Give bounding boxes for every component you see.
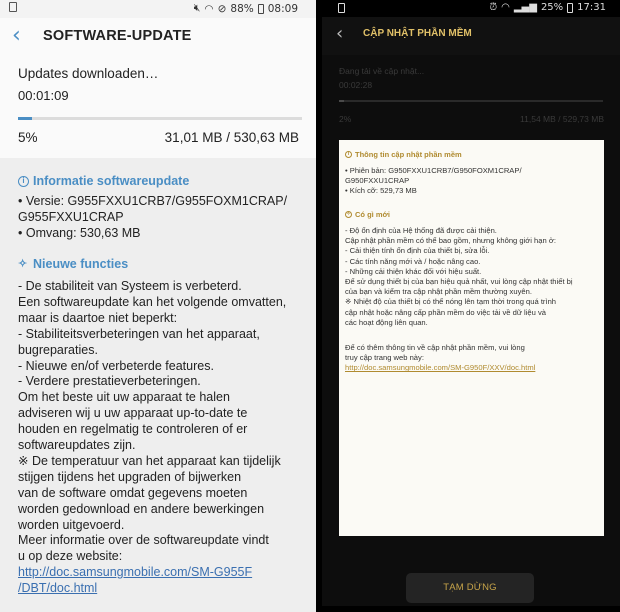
page-title: CẬP NHẬT PHẦN MỀM: [363, 28, 472, 39]
info-heading-label: Thông tin cập nhật phần mềm: [355, 150, 462, 159]
feature-line: worden uitgevoerd.: [18, 517, 125, 532]
download-status: Updates downloaden…: [18, 66, 159, 81]
info-heading-label: Informatie softwareupdate: [33, 174, 190, 188]
update-details-panel: [339, 140, 604, 536]
new-features-icon: ✧: [18, 257, 28, 270]
feature-line: maar is daartoe niet beperkt:: [18, 310, 178, 325]
feature-line: - Độ ổn định của Hệ thống đã được cải thiện.: [345, 226, 497, 235]
more-info-line: Để có thêm thông tin về cập nhật phần mềm, vui lòng: [345, 343, 525, 352]
doc-link[interactable]: http://doc.samsungmobile.com/SM-G955F: [18, 564, 253, 579]
app-bar: [0, 18, 316, 58]
feature-line: stijgen tijdens het upgraden of bijwerken: [18, 469, 242, 484]
feature-line: bugreparaties.: [18, 342, 98, 357]
bottom-edge: [322, 606, 620, 612]
info-line: • Kích cỡ: 529,73 MB: [345, 186, 417, 196]
feature-line: - De stabiliteit van Systeem is verbeterd.: [18, 279, 242, 293]
doc-link[interactable]: http://doc.samsungmobile.com/SM-G950F/XXV/doc.html: [345, 363, 536, 373]
elapsed-time: 00:01:09: [18, 88, 69, 103]
download-progress-bar: [18, 117, 302, 120]
info-list: [345, 166, 600, 197]
right-phone-screen: [322, 0, 620, 612]
feature-line: Om het beste uit uw apparaat te halen: [18, 390, 230, 405]
info-icon: i: [18, 176, 29, 187]
back-arrow-icon[interactable]: ‹: [336, 23, 344, 44]
progress-fill: [18, 117, 32, 120]
feature-line: softwareupdates zijn.: [18, 438, 136, 453]
pause-button[interactable]: TẠM DỪNG: [406, 573, 534, 603]
info-list: [18, 194, 308, 242]
wifi-icon: ◠: [204, 2, 214, 15]
info-heading: [345, 150, 462, 159]
feature-line: cập nhật hoặc nâng cấp phần mềm do việc tải về dữ liệu và: [345, 307, 546, 317]
more-info-line: u op deze website:: [18, 548, 123, 563]
update-details-card: [0, 158, 316, 612]
feature-line: - Nieuwe en/of verbeterde features.: [18, 358, 214, 373]
progress-percent: 2%: [339, 114, 352, 124]
feature-line: của bạn và kiểm tra cập nhật phần mềm thường xuyên.: [345, 287, 532, 297]
feature-line: - Cải thiện tính ổn định của thiết bị, sửa lỗi.: [345, 246, 490, 256]
feature-line: ※ Nhiệt độ của thiết bị có thể nóng lên tạm thời trong quá trình: [345, 297, 557, 307]
progress-fill: [339, 100, 344, 102]
info-icon: i: [345, 151, 352, 158]
info-line: G955FXXU1CRAP: [18, 209, 124, 224]
download-size: 11,54 MB / 529,73 MB: [520, 114, 604, 124]
more-info-line: truy cập trang web này:: [345, 353, 424, 363]
new-features-icon: ✧: [346, 211, 351, 217]
clock: 08:09: [267, 2, 298, 15]
battery-icon: [258, 4, 264, 14]
doc-link-continued[interactable]: /DBT/doc.html: [18, 580, 98, 595]
feature-line: Een softwareupdate kan het volgende omvatten,: [18, 294, 287, 309]
feature-line: - Những cải thiện khác đối với hiệu suất.: [345, 266, 482, 276]
app-bar: [322, 17, 620, 55]
download-progress-bar: [339, 100, 603, 102]
alarm-icon: ⏰︎: [489, 2, 498, 13]
info-line: • Phiên bản: G950FXXU1CRB7/G950FOXM1CRAP/: [345, 166, 522, 175]
page-title: SOFTWARE-UPDATE: [43, 28, 192, 44]
feature-line: Để sử dụng thiết bị của bạn hiệu quả nhất, vui lòng cập nhật thiết bị: [345, 277, 573, 287]
features-heading-label: Nieuwe functies: [33, 257, 129, 271]
info-line: • Versie: G955FXXU1CRB7/G955FOXM1CRAP/: [18, 194, 288, 208]
wifi-icon: ◠: [501, 2, 510, 13]
back-arrow-icon[interactable]: ‹: [12, 23, 21, 48]
download-size: 31,01 MB / 530,63 MB: [164, 130, 299, 145]
battery-level: 25%: [540, 2, 564, 13]
features-list: [345, 226, 600, 328]
battery-level: 88%: [230, 2, 254, 15]
info-heading: [18, 174, 189, 188]
feature-line: worden gedownload en andere bewerkingen: [18, 501, 265, 516]
notification-icon: [338, 3, 345, 13]
feature-line: houden en regelmatig te controleren of er: [18, 422, 248, 437]
info-line: G950FXXU1CRAP: [345, 176, 410, 186]
notification-icon: [9, 2, 17, 12]
features-heading: [345, 210, 390, 219]
status-bar: [0, 0, 316, 18]
mute-icon: 🔇︎: [193, 2, 201, 14]
feature-line: van de software omdat gegevens moeten: [18, 485, 248, 500]
features-list: [18, 279, 308, 534]
feature-line: Cập nhật phần mềm có thể bao gồm, nhưng không giới hạn ở:: [345, 236, 556, 246]
download-status: Đang tải về cập nhật...: [339, 66, 425, 76]
feature-line: - Các tính năng mới và / hoặc nâng cao.: [345, 256, 481, 266]
more-info: [345, 343, 600, 374]
status-bar: [322, 0, 620, 17]
feature-line: các hoạt động liên quan.: [345, 317, 428, 327]
feature-line: adviseren wij u uw apparaat up-to-date te: [18, 406, 248, 421]
features-heading-label: Có gì mới: [355, 210, 390, 219]
more-info: [18, 533, 308, 597]
feature-line: - Verdere prestatieverbeteringen.: [18, 374, 201, 389]
dnd-icon: ⊘: [217, 2, 227, 15]
feature-line: - Stabiliteitsverbeteringen van het apparaat,: [18, 326, 260, 341]
clock: 17:31: [577, 2, 606, 13]
progress-percent: 5%: [18, 130, 38, 145]
features-heading: [18, 257, 128, 271]
more-info-line: Meer informatie over de softwareupdate vindt: [18, 533, 269, 547]
info-line: • Omvang: 530,63 MB: [18, 225, 141, 240]
battery-icon: [567, 3, 573, 13]
feature-line: ※ De temperatuur van het apparaat kan tijdelijk: [18, 453, 281, 468]
elapsed-time: 00:02:28: [339, 80, 373, 90]
signal-icon: ▂▄▆: [513, 2, 537, 13]
